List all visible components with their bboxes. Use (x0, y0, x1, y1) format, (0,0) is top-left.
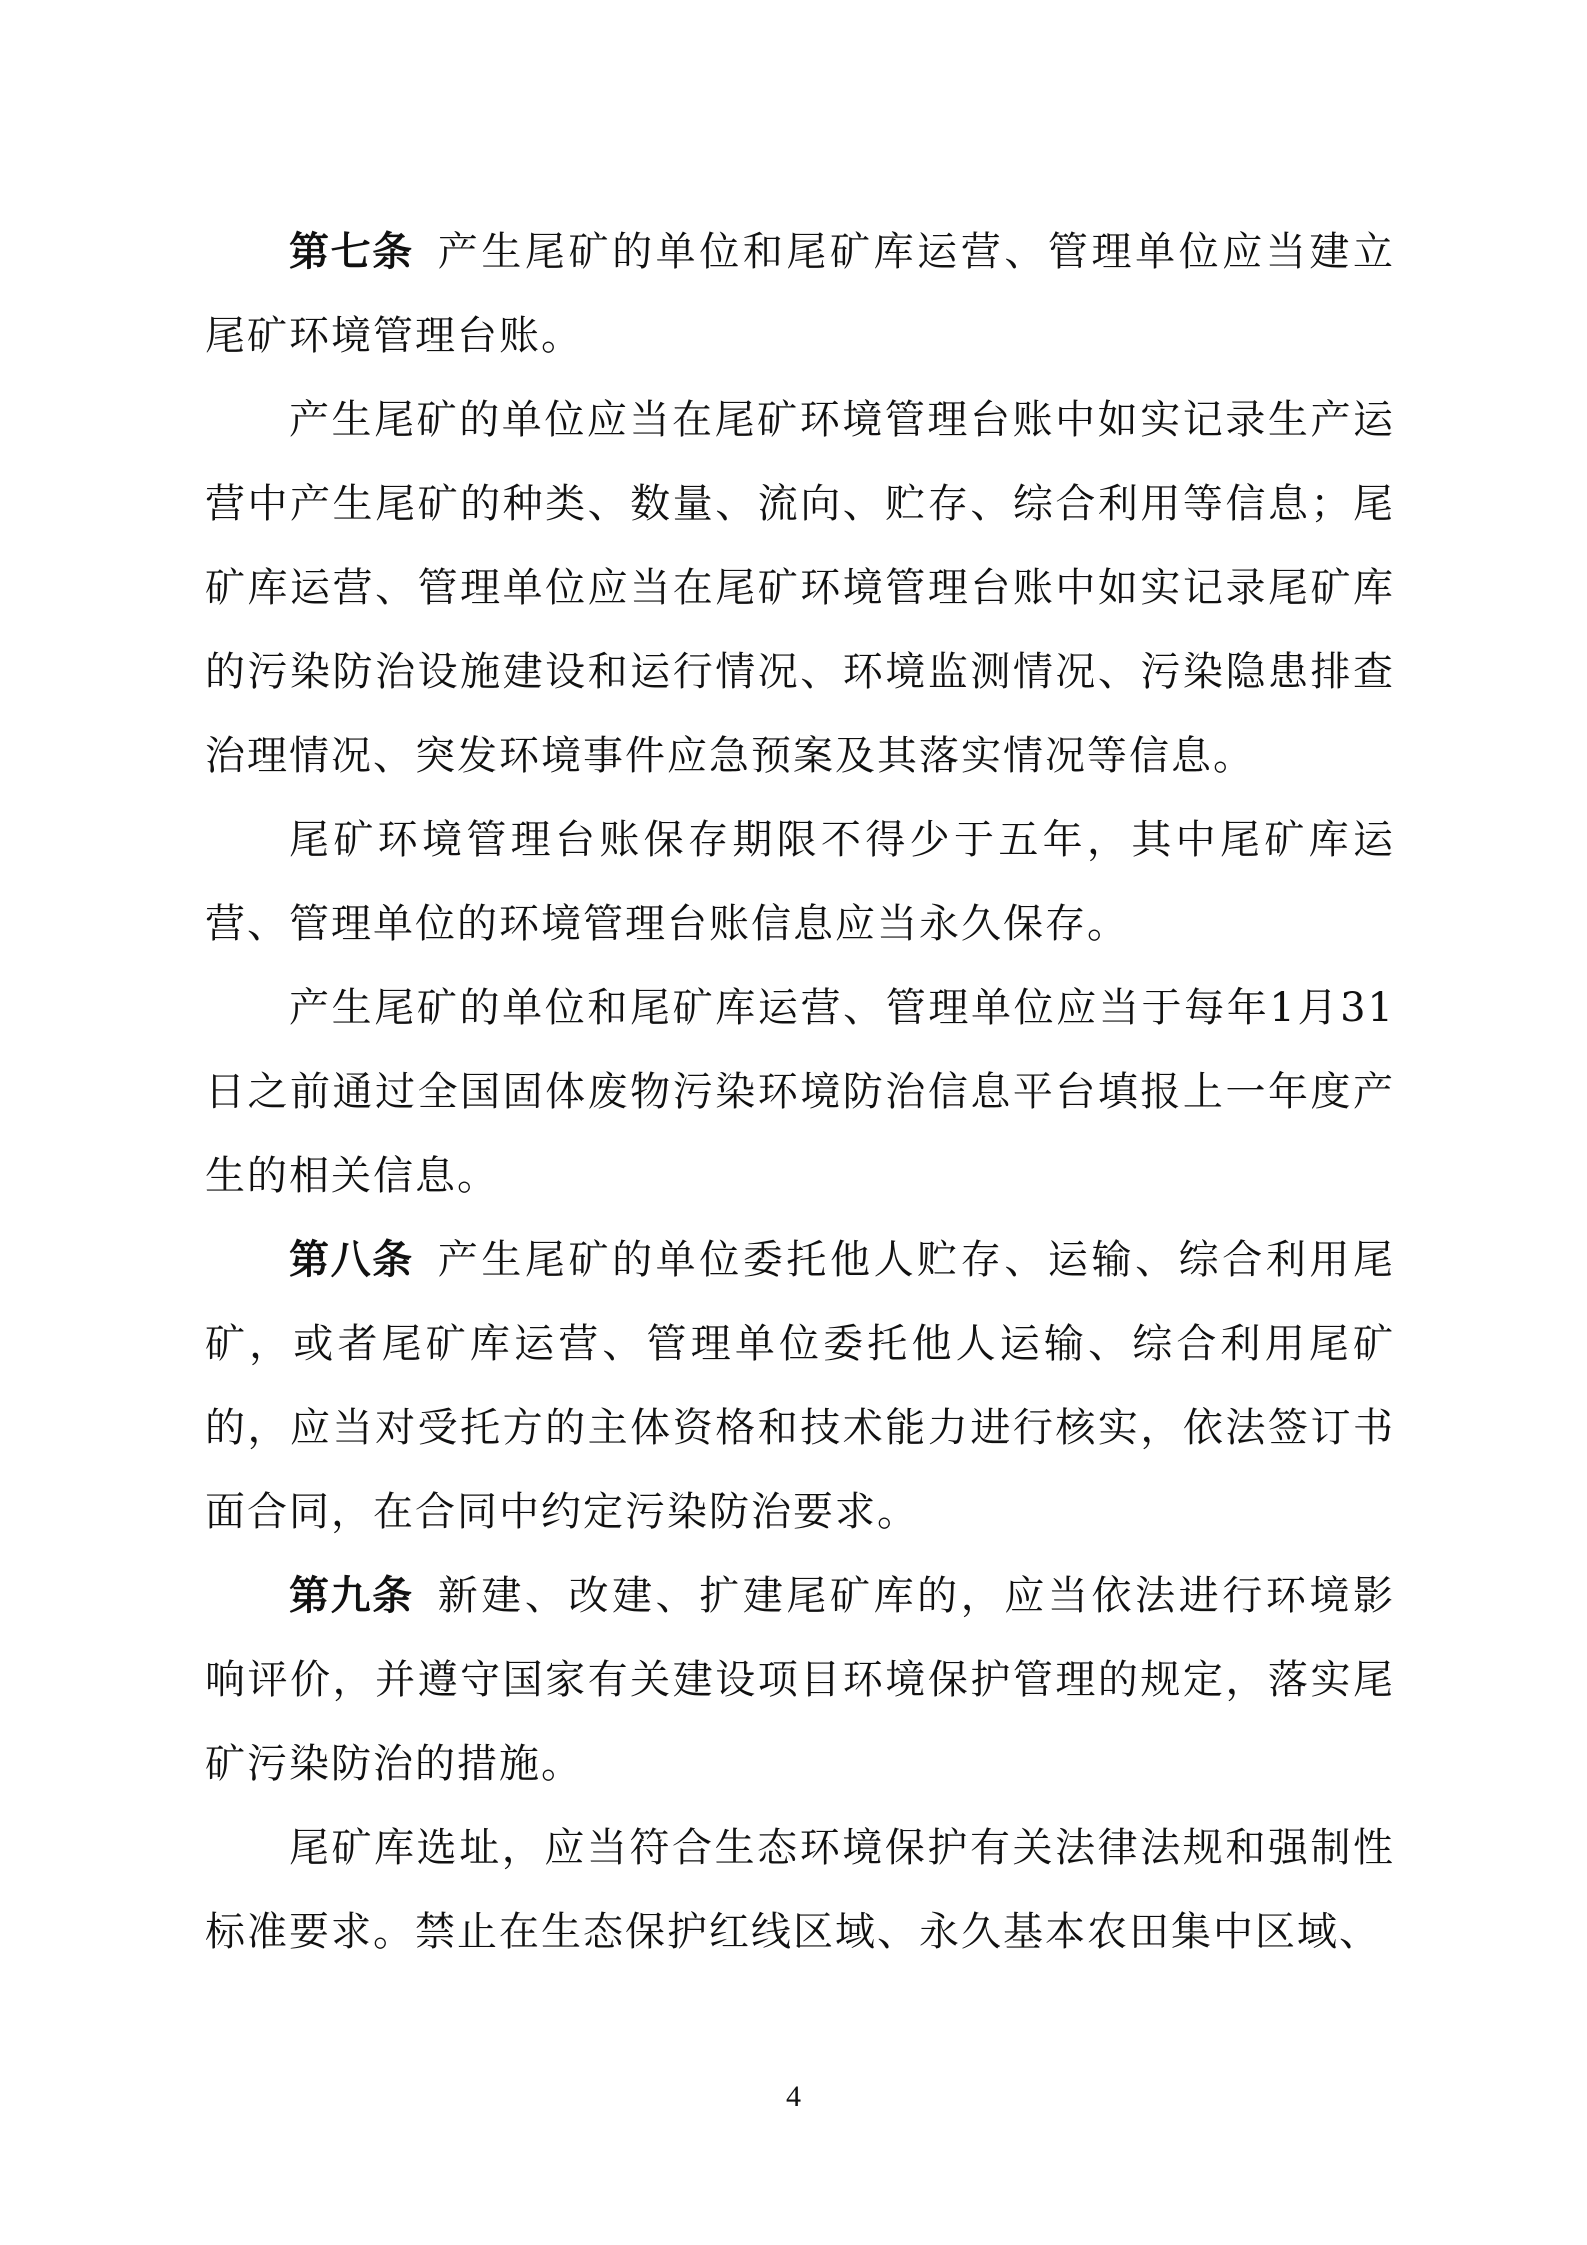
paragraph-text: 产生尾矿的单位委托他人贮存、运输、综合利用尾矿，或者尾矿库运营、管理单位委托他人运输、综合利用尾矿的，应当对受托方的主体资格和技术能力进行核实，依法签订书面合同，在合同中约定污染防治要求。 (205, 1237, 1395, 1535)
paragraph-text: 产生尾矿的单位和尾矿库运营、管理单位应当建立尾矿环境管理台账。 (205, 229, 1395, 359)
paragraph-site-selection (205, 1806, 1395, 1974)
paragraph-article-7 (205, 210, 1395, 378)
article-number: 第七条 (289, 229, 414, 275)
paragraph-text: 产生尾矿的单位和尾矿库运营、管理单位应当于每年1月31日之前通过全国固体废物污染环境防治信息平台填报上一年度产生的相关信息。 (205, 985, 1395, 1199)
paragraph-text: 新建、改建、扩建尾矿库的，应当依法进行环境影响评价，并遵守国家有关建设项目环境保护管理的规定，落实尾矿污染防治的措施。 (205, 1573, 1395, 1787)
paragraph-ledger-records (205, 378, 1395, 798)
paragraph-text: 产生尾矿的单位应当在尾矿环境管理台账中如实记录生产运营中产生尾矿的种类、数量、流向、贮存、综合利用等信息；尾矿库运营、管理单位应当在尾矿环境管理台账中如实记录尾矿库的污染防治设施建设和运行情况、环境监测情况、污染隐患排查治理情况、突发环境事件应急预案及其落实情况等信息。 (205, 397, 1395, 779)
paragraph-text: 尾矿环境管理台账保存期限不得少于五年，其中尾矿库运营、管理单位的环境管理台账信息应当永久保存。 (205, 817, 1395, 947)
paragraph-article-8 (205, 1218, 1395, 1554)
document-body (205, 210, 1395, 1974)
paragraph-article-9 (205, 1554, 1395, 1806)
paragraph-annual-reporting (205, 966, 1395, 1218)
article-number: 第八条 (289, 1237, 414, 1283)
paragraph-ledger-retention (205, 798, 1395, 966)
paragraph-text: 尾矿库选址，应当符合生态环境保护有关法律法规和强制性标准要求。禁止在生态保护红线区域、永久基本农田集中区域、 (205, 1825, 1395, 1955)
article-number: 第九条 (289, 1573, 414, 1619)
page-number: 4 (786, 2080, 801, 2113)
